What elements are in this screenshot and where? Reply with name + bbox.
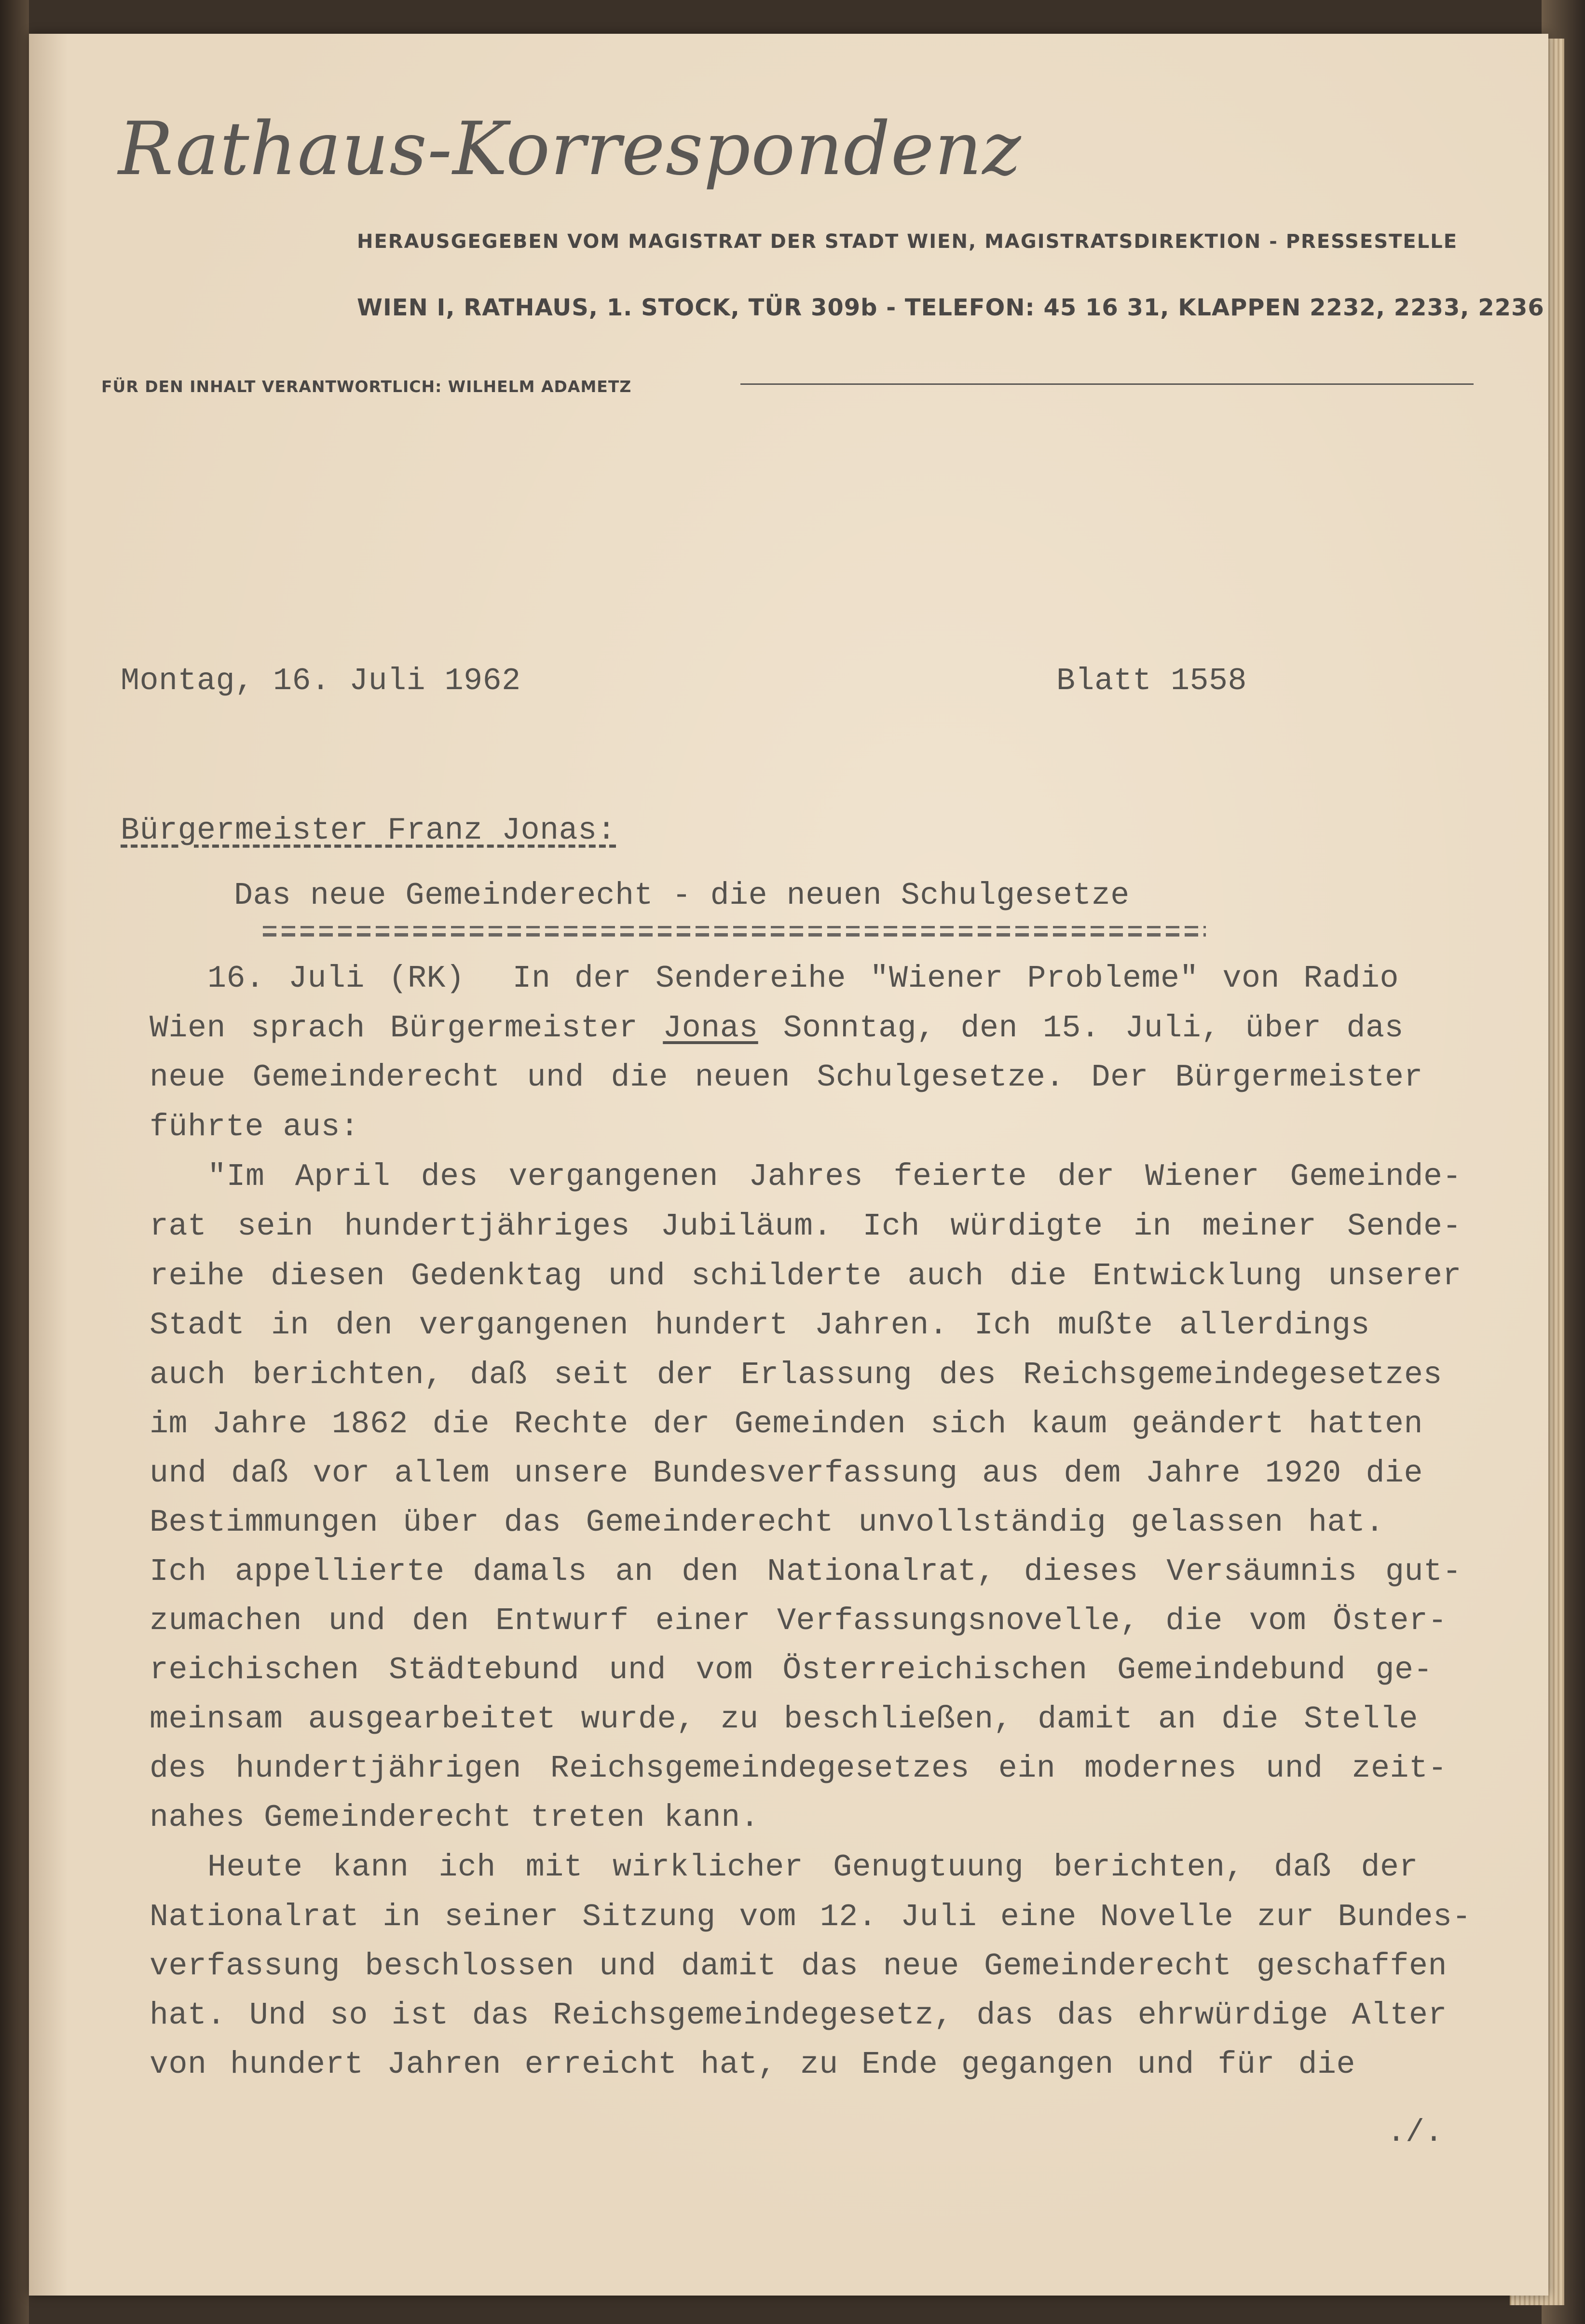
publisher-line: HERAUSGEGEBEN VOM MAGISTRAT DER STADT WIEN, MAGISTRATSDIREKTION - PRESSESTELLE <box>357 231 1458 253</box>
paragraph1-text: Sonntag, den 15. Juli, über das <box>758 1010 1404 1046</box>
address-line: WIEN I, RATHAUS, 1. STOCK, TÜR 309b - TELEFON: 45 16 31, KLAPPEN 2232, 2233, 2236 <box>357 294 1544 321</box>
paragraph2-line: Bestimmungen über das Gemeinderecht unvollständig gelassen hat. <box>150 1505 1384 1540</box>
name-underlined: Jonas <box>663 1010 758 1046</box>
sheet-number: Blatt 1558 <box>1056 663 1247 699</box>
paragraph1-line: 16. Juli (RK) In der Sendereihe "Wiener Probleme" von Radio <box>207 961 1399 996</box>
paragraph2-line: und daß vor allem unsere Bundesverfassung aus dem Jahre 1920 die <box>150 1455 1423 1491</box>
paragraph2-line: Ich appellierte damals an den Nationalrat, dieses Versäumnis gut- <box>150 1554 1462 1590</box>
paragraph1-line: führte aus: <box>150 1109 359 1145</box>
paragraph1-line <box>150 1010 1404 1046</box>
paragraph1-line: neue Gemeinderecht und die neuen Schulgesetze. Der Bürgermeister <box>150 1060 1423 1095</box>
masthead-title: Rathaus-Korrespondenz <box>118 106 1022 191</box>
paragraph2-line: "Im April des vergangenen Jahres feierte der Wiener Gemeinde- <box>207 1159 1462 1195</box>
document-page <box>29 34 1548 2296</box>
paragraph2-line: reichischen Städtebund und vom Österreichischen Gemeindebund ge- <box>150 1652 1433 1688</box>
paragraph2-line: im Jahre 1862 die Rechte der Gemeinden sich kaum geändert hatten <box>150 1406 1423 1442</box>
paragraph2-line: rat sein hundertjähriges Jubiläum. Ich würdigte in meiner Sende- <box>150 1209 1462 1244</box>
heading: Bürgermeister Franz Jonas: <box>121 813 616 848</box>
date-line: Montag, 16. Juli 1962 <box>121 663 521 699</box>
background-left <box>0 0 29 2324</box>
paragraph2-line: zumachen und den Entwurf einer Verfassungsnovelle, die vom Öster- <box>150 1603 1447 1639</box>
header-rule <box>740 383 1474 385</box>
paragraph3-line: von hundert Jahren erreicht hat, zu Ende gegangen und für die <box>150 2047 1355 2082</box>
paragraph2-line: reihe diesen Gedenktag und schilderte auch die Entwicklung unserer <box>150 1258 1462 1294</box>
responsible-line: FÜR DEN INHALT VERANTWORTLICH: WILHELM ADAMETZ <box>101 377 632 396</box>
paragraph1-text: Wien sprach Bürgermeister <box>150 1010 663 1046</box>
paragraph3-line: hat. Und so ist das Reichsgemeindegesetz, das das ehrwürdige Alter <box>150 1998 1447 2033</box>
subheading: Das neue Gemeinderecht - die neuen Schulgesetze <box>234 878 1130 913</box>
continuation-mark: ./. <box>1387 2115 1444 2150</box>
paragraph3-line: verfassung beschlossen und damit das neue Gemeinderecht geschaffen <box>150 1948 1447 1984</box>
paragraph3-line: Nationalrat in seiner Sitzung vom 12. Juli eine Novelle zur Bundes- <box>150 1899 1471 1935</box>
paragraph2-line: Stadt in den vergangenen hundert Jahren. Ich mußte allerdings <box>150 1307 1370 1343</box>
paragraph2-line: nahes Gemeinderecht treten kann. <box>150 1800 760 1835</box>
paragraph2-line: auch berichten, daß seit der Erlassung des Reichsgemeindegesetzes <box>150 1357 1442 1393</box>
paragraph3-line: Heute kann ich mit wirklicher Genugtuung berichten, daß der <box>207 1849 1418 1885</box>
paragraph2-line: meinsam ausgearbeitet wurde, zu beschließen, damit an die Stelle <box>150 1701 1418 1737</box>
paragraph2-line: des hundertjährigen Reichsgemeindegesetzes ein modernes und zeit- <box>150 1751 1447 1786</box>
double-underline <box>263 926 1206 937</box>
